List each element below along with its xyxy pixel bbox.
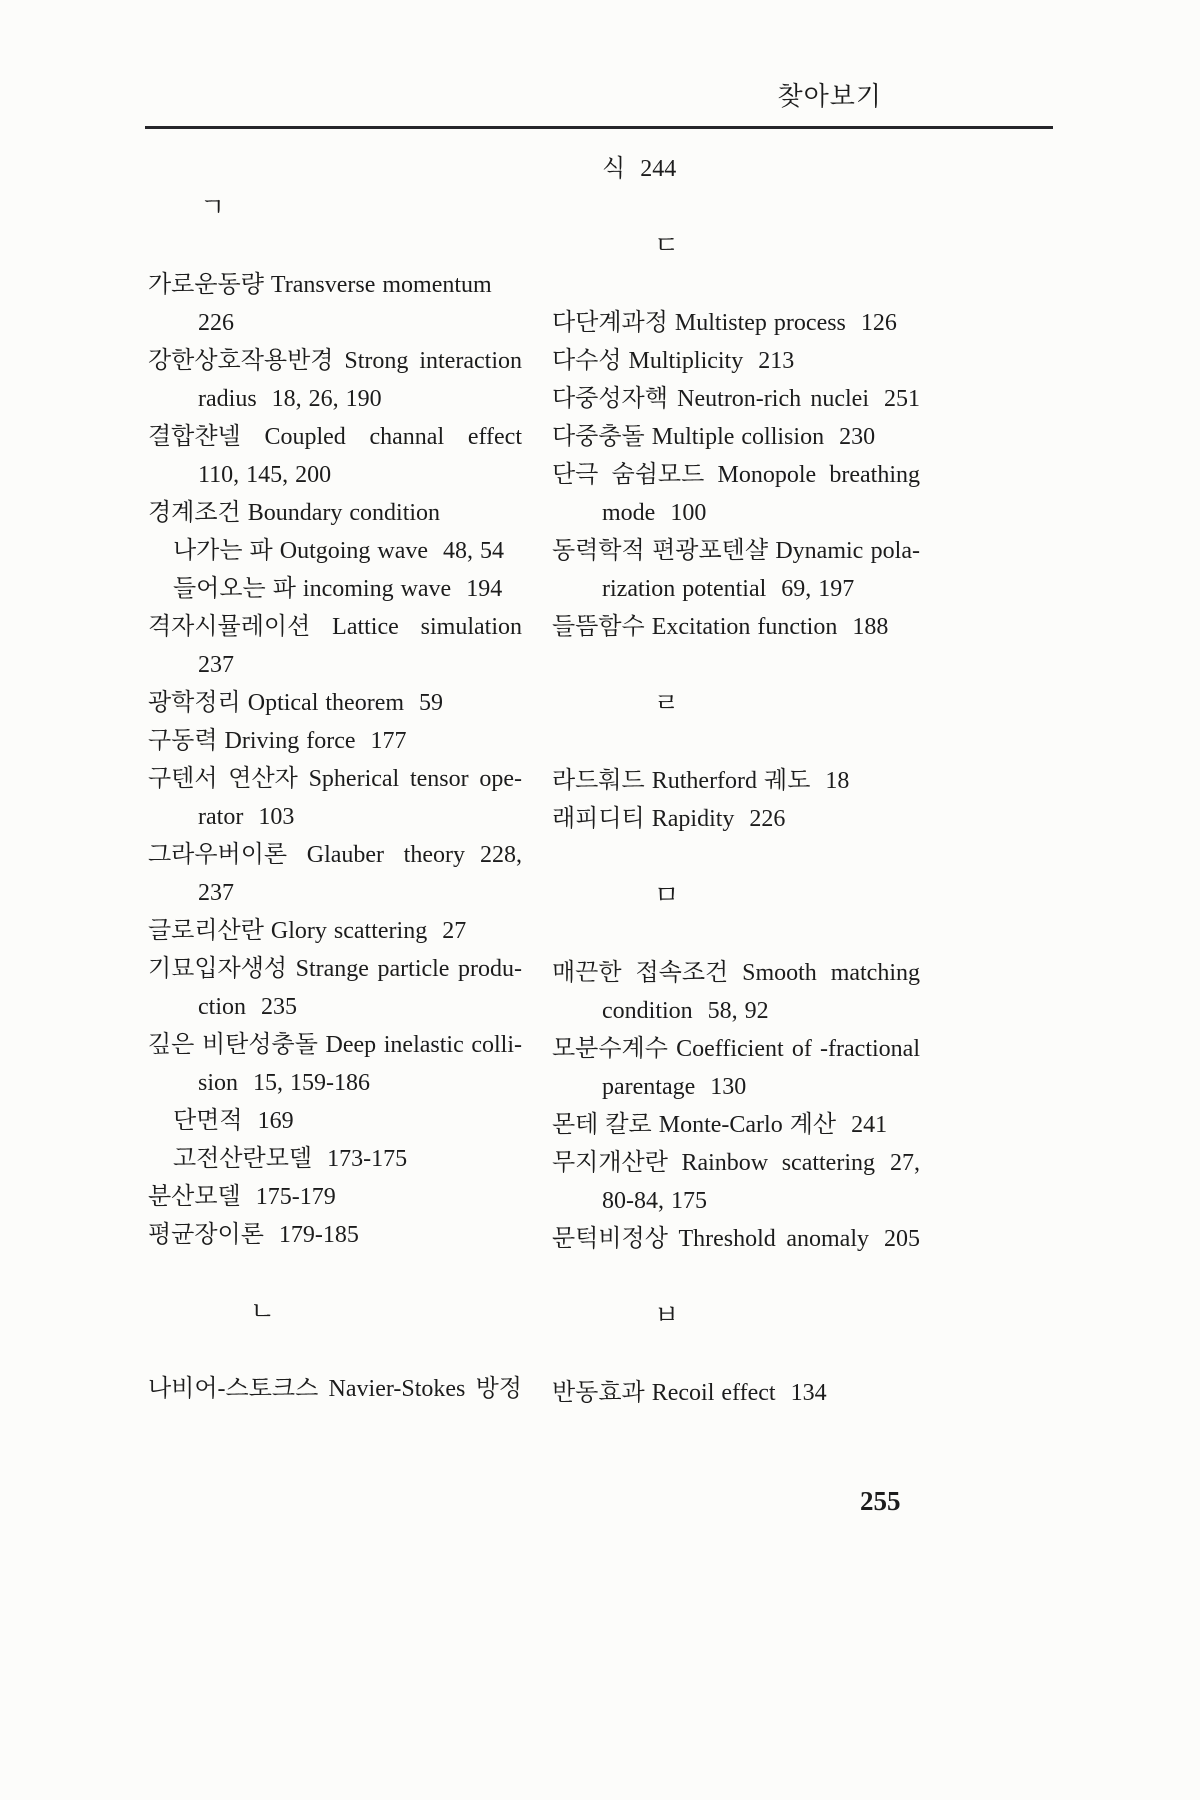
entry-pages: 177 xyxy=(370,728,407,754)
entry-term: 깊은 비탄성충돌 Deep inelastic colli- xyxy=(148,1032,522,1058)
entry-pages: 251 xyxy=(884,386,920,412)
index-entry-continuation xyxy=(198,798,522,836)
section-heading xyxy=(654,685,920,723)
index-entry xyxy=(148,684,522,722)
entry-term: 구텐서 연산자 Spherical tensor ope- xyxy=(148,766,522,792)
entry-term: 나비어-스토크스 Navier-Stokes 방정 xyxy=(148,1376,522,1402)
index-entry-continuation xyxy=(602,570,920,608)
section-letter: ㄴ xyxy=(250,1297,276,1326)
entry-pages: 169 xyxy=(257,1108,294,1134)
entry-term: 단면적 xyxy=(173,1108,243,1134)
entry-term: 매끈한 접속조건 Smooth matching xyxy=(552,960,920,986)
section-heading xyxy=(654,877,920,915)
section-letter: ㅁ xyxy=(654,881,680,910)
entry-pages: 59 xyxy=(419,690,444,716)
entry-pages: 188 xyxy=(852,614,889,640)
entry-term: 나가는 파 Outgoing wave xyxy=(173,538,429,564)
entry-pages: 18, 26, 190 xyxy=(271,386,382,412)
index-entry xyxy=(148,266,522,304)
header-rule xyxy=(145,126,1053,129)
index-entry xyxy=(552,1030,920,1068)
index-entry xyxy=(552,1374,920,1412)
entry-pages: 69, 197 xyxy=(781,576,855,602)
entry-pages: 48, 54 xyxy=(443,538,505,564)
index-entry xyxy=(552,762,920,800)
entry-pages: 80-84, 175 xyxy=(602,1188,707,1214)
entry-pages: 15, 159-186 xyxy=(253,1070,371,1096)
entry-pages: 228, xyxy=(480,842,522,868)
index-entry xyxy=(552,380,920,418)
entry-pages: 103 xyxy=(258,804,295,830)
entry-term: 경계조건 Boundary condition xyxy=(148,500,441,526)
index-entry xyxy=(148,1370,522,1408)
index-entry-continuation xyxy=(198,874,522,912)
section-letter: ㄹ xyxy=(654,689,680,718)
index-entry-continuation xyxy=(198,646,522,684)
index-entry xyxy=(552,418,920,456)
entry-term: 다단계과정 Multistep process xyxy=(552,310,846,336)
entry-term: rator xyxy=(198,804,244,830)
entry-term: 무지개산란 Rainbow scattering xyxy=(552,1150,875,1176)
index-entry xyxy=(148,1026,522,1064)
index-column-right xyxy=(552,150,920,1412)
entry-term: 광학정리 Optical theorem xyxy=(148,690,405,716)
index-entry-continuation xyxy=(602,1068,920,1106)
entry-pages: 58, 92 xyxy=(707,998,769,1024)
entry-term: 반동효과 Recoil effect xyxy=(552,1380,776,1406)
entry-term: 가로운동량 Transverse momentum xyxy=(148,272,492,298)
entry-term: 몬테 칼로 Monte-Carlo 계산 xyxy=(552,1112,837,1138)
entry-term: 결합챤넬 Coupled channal effect xyxy=(148,424,522,450)
entry-pages: 226 xyxy=(749,806,786,832)
entry-term: 평균장이론 xyxy=(148,1222,264,1248)
entry-term: radius xyxy=(198,386,257,412)
entry-term: parentage xyxy=(602,1074,696,1100)
entry-pages: 213 xyxy=(758,348,795,374)
section-letter: ㄱ xyxy=(200,193,226,222)
entry-term: 글로리산란 Glory scattering xyxy=(148,918,428,944)
index-entry-continuation xyxy=(602,150,920,188)
section-heading xyxy=(654,1297,920,1335)
entry-pages: 27 xyxy=(442,918,467,944)
entry-term: 래피디티 Rapidity xyxy=(552,806,735,832)
index-entry xyxy=(148,342,522,380)
entry-term: 다수성 Multiplicity xyxy=(552,348,744,374)
index-entry-continuation xyxy=(198,1064,522,1102)
section-heading xyxy=(250,1293,522,1331)
index-entry xyxy=(552,608,920,646)
index-entry xyxy=(552,532,920,570)
entry-term: 격자시뮬레이션 Lattice simulation xyxy=(148,614,522,640)
entry-term: 동력학적 편광포텐샬 Dynamic pola- xyxy=(552,538,920,564)
page-header-title: 찾아보기 xyxy=(777,82,882,111)
index-entry-continuation xyxy=(198,988,522,1026)
section-letter: ㄷ xyxy=(654,231,680,260)
index-entry xyxy=(148,722,522,760)
index-entry-continuation xyxy=(198,456,522,494)
index-entry xyxy=(148,1178,522,1216)
entry-pages: 100 xyxy=(670,500,707,526)
index-entry xyxy=(552,1144,920,1182)
entry-term: 고전산란모델 xyxy=(173,1146,313,1172)
entry-term: rization potential xyxy=(602,576,767,602)
index-entry-continuation xyxy=(602,992,920,1030)
entry-term: condition xyxy=(602,998,693,1024)
entry-pages: 175-179 xyxy=(255,1184,336,1210)
entry-term: ction xyxy=(198,994,246,1020)
entry-pages: 179-185 xyxy=(278,1222,359,1248)
entry-pages: 241 xyxy=(851,1112,888,1138)
entry-pages: 235 xyxy=(261,994,297,1020)
entry-pages: 110, 145, 200 xyxy=(198,462,332,488)
entry-term: 그라우버이론 Glauber theory xyxy=(148,842,465,868)
entry-term: 들어오는 파 incoming wave xyxy=(173,576,452,602)
index-entry xyxy=(552,342,920,380)
index-entry xyxy=(148,418,522,456)
index-entry xyxy=(552,800,920,838)
entry-pages: 244 xyxy=(640,156,677,182)
section-heading xyxy=(654,227,920,265)
index-subentry xyxy=(173,532,522,570)
index-entry-continuation xyxy=(602,1182,920,1220)
index-entry xyxy=(552,1220,920,1258)
index-entry xyxy=(552,954,920,992)
index-subentry xyxy=(173,1140,522,1178)
index-entry xyxy=(148,494,522,532)
index-entry-continuation xyxy=(602,494,920,532)
index-entry xyxy=(148,950,522,988)
entry-term: 모분수계수 Coefficient of -fractional xyxy=(552,1036,920,1062)
entry-pages: 230 xyxy=(839,424,876,450)
entry-term: 기묘입자생성 Strange particle produ- xyxy=(148,956,522,982)
entry-term: 식 xyxy=(602,156,626,182)
index-entry xyxy=(552,304,920,342)
index-entry-continuation xyxy=(198,380,522,418)
entry-pages: 205 xyxy=(884,1226,920,1252)
index-entry xyxy=(148,760,522,798)
index-entry-continuation xyxy=(198,304,522,342)
index-entry xyxy=(148,1216,522,1254)
entry-pages: 173-175 xyxy=(327,1146,408,1172)
entry-term: 구동력 Driving force xyxy=(148,728,356,754)
entry-pages: 194 xyxy=(466,576,503,602)
entry-term: 다중성자핵 Neutron-rich nuclei xyxy=(552,386,869,412)
index-entry xyxy=(148,608,522,646)
entry-pages: 237 xyxy=(198,880,234,906)
index-entry xyxy=(148,836,522,874)
entry-pages: 18 xyxy=(825,768,850,794)
entry-term: 들뜸함수 Excitation function xyxy=(552,614,838,640)
entry-term: 분산모델 xyxy=(148,1184,241,1210)
index-entry xyxy=(148,912,522,950)
entry-term: 라드훠드 Rutherford 궤도 xyxy=(552,768,811,794)
entry-term: 다중충돌 Multiple collision xyxy=(552,424,825,450)
entry-pages: 27, xyxy=(890,1150,920,1176)
section-heading xyxy=(200,189,522,227)
entry-pages: 237 xyxy=(198,652,234,678)
entry-term: 문턱비정상 Threshold anomaly xyxy=(552,1226,869,1252)
section-letter: ㅂ xyxy=(654,1301,680,1330)
index-entry xyxy=(552,1106,920,1144)
index-columns xyxy=(148,150,924,1412)
entry-pages: 126 xyxy=(860,310,897,336)
entry-term: 강한상호작용반경 Strong interaction xyxy=(148,348,522,374)
index-subentry xyxy=(173,570,522,608)
entry-pages: 130 xyxy=(710,1074,747,1100)
entry-term: mode xyxy=(602,500,656,526)
entry-term: sion xyxy=(198,1070,239,1096)
index-entry xyxy=(552,456,920,494)
index-column-left xyxy=(148,150,522,1408)
entry-term: 단극 숨쉼모드 Monopole breathing xyxy=(552,462,920,488)
entry-pages: 226 xyxy=(198,310,234,336)
page-number: 255 xyxy=(860,1486,901,1516)
index-subentry xyxy=(173,1102,522,1140)
entry-pages: 134 xyxy=(790,1380,827,1406)
